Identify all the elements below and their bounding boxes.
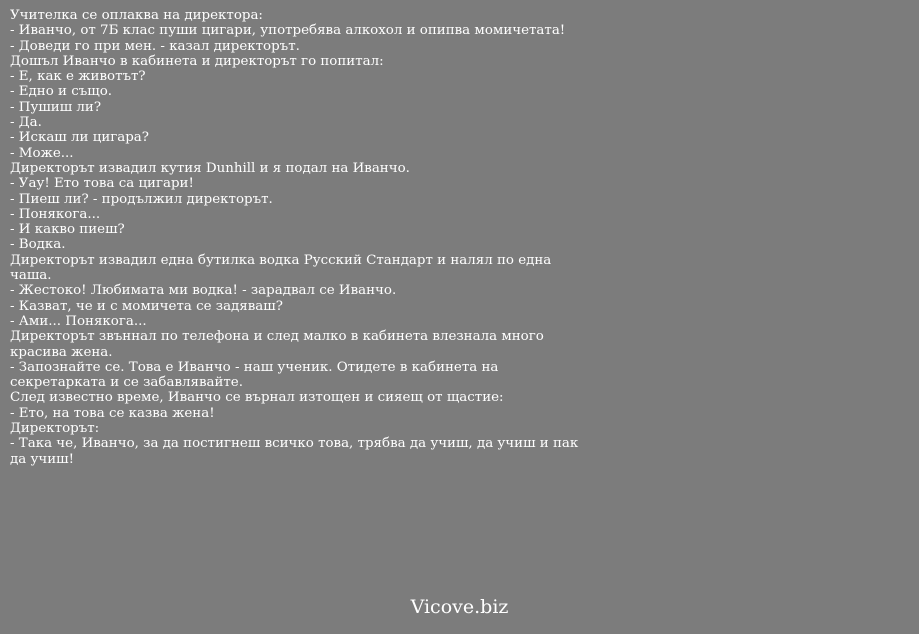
joke-line: Директорът звъннал по телефона и след малко в кабинета влезнала много красива жена.: [10, 329, 544, 360]
joke-line: Директорът извадил една бутилка водка Русский Стандарт и налял по една чаша.: [10, 252, 552, 284]
joke-line: - Ето, на това се казва жена!: [10, 405, 215, 421]
joke-line: - Пиеш ли? - продължил директорът.: [10, 191, 273, 207]
joke-line: - Казват, че и с момичета се задяваш?: [10, 298, 283, 314]
joke-line: - Пушиш ли?: [10, 99, 102, 115]
joke-line: След известно време, Иванчо се върнал изтощен и сияещ от щастие:: [10, 390, 504, 406]
joke-line: Директорът:: [10, 421, 100, 437]
joke-line: - И какво пиеш?: [10, 222, 125, 238]
joke-line: - Ами... Понякога...: [10, 313, 147, 329]
joke-line: - Запознайте се. Това е Иванчо - наш ученик. Отидете в кабинета на секретарката и се забавлявайте.: [10, 359, 499, 391]
joke-line: - Е, как е животът?: [10, 69, 146, 85]
joke-line: - Доведи го при мен. - казал директорът.: [10, 38, 300, 54]
joke-line: - Искаш ли цигара?: [10, 130, 149, 146]
joke-line: Директорът извадил кутия Dunhill и я подал на Иванчо.: [10, 160, 410, 176]
joke-line: Дошъл Иванчо в кабинета и директорът го попитал:: [10, 53, 384, 69]
joke-text: [10, 8, 590, 467]
joke-line: - Понякога...: [10, 206, 101, 222]
joke-line: Учителка се оплаква на директора:: [10, 8, 263, 23]
joke-line: - Уау! Ето това са цигари!: [10, 176, 194, 192]
joke-line: - Да.: [10, 115, 42, 131]
joke-line: - Жестоко! Любимата ми водка! - зарадвал се Иванчо.: [10, 283, 397, 299]
joke-line: - Едно и също.: [10, 84, 113, 100]
joke-line: - Така че, Иванчо, за да постигнеш всичко това, трябва да учиш, да учиш и пак да учиш!: [10, 436, 579, 467]
joke-line: - Може...: [10, 145, 74, 161]
joke-line: - Водка.: [10, 237, 66, 253]
site-watermark: Vicove.biz: [410, 596, 509, 618]
joke-line: - Иванчо, от 7Б клас пуши цигари, употребява алкохол и опипва момичетата!: [10, 23, 566, 39]
